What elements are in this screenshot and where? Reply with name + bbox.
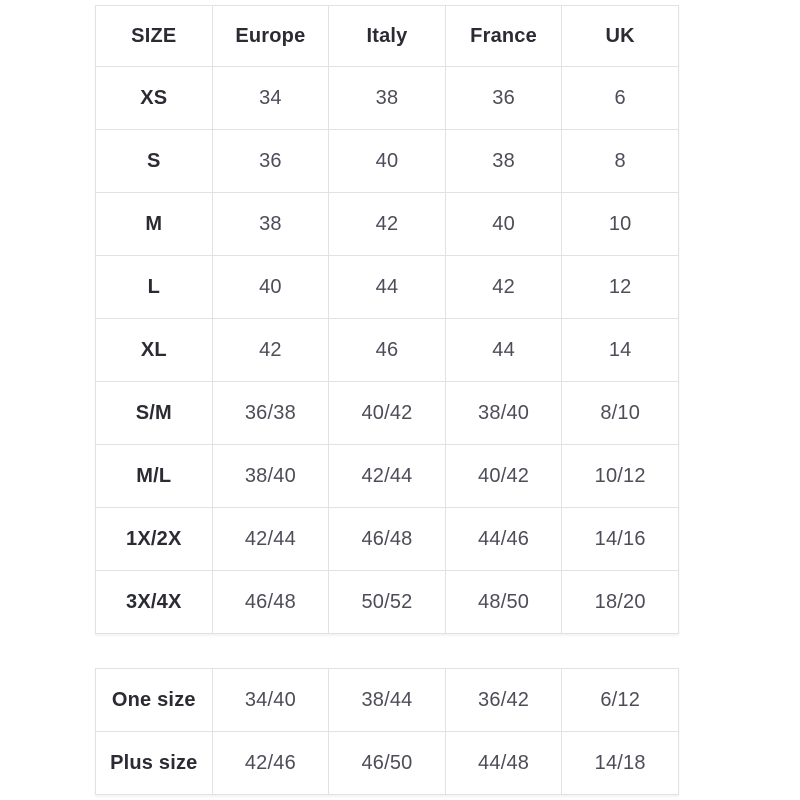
table-cell: 44/48 bbox=[445, 732, 562, 795]
table-row-s bbox=[96, 130, 679, 193]
row-label: One size bbox=[96, 669, 213, 732]
row-label: XL bbox=[96, 319, 213, 382]
table-cell: 44 bbox=[329, 256, 446, 319]
row-label: M/L bbox=[96, 445, 213, 508]
table-cell: 36 bbox=[212, 130, 329, 193]
table-cell: 46/48 bbox=[329, 508, 446, 571]
table-cell: 42/44 bbox=[329, 445, 446, 508]
table-cell: 34 bbox=[212, 67, 329, 130]
table-cell: 44 bbox=[445, 319, 562, 382]
table-cell: 42 bbox=[445, 256, 562, 319]
table-row-xl bbox=[96, 319, 679, 382]
row-label: 3X/4X bbox=[96, 571, 213, 634]
table-cell: 18/20 bbox=[562, 571, 679, 634]
size-table-body bbox=[96, 67, 679, 634]
table-row-s-m bbox=[96, 382, 679, 445]
table-cell: 14/16 bbox=[562, 508, 679, 571]
table-cell: 8 bbox=[562, 130, 679, 193]
table-cell: 6 bbox=[562, 67, 679, 130]
table-row-xs bbox=[96, 67, 679, 130]
table-cell: 36/42 bbox=[445, 669, 562, 732]
table-cell: 38/44 bbox=[329, 669, 446, 732]
row-label: S/M bbox=[96, 382, 213, 445]
table-cell: 12 bbox=[562, 256, 679, 319]
table-cell: 50/52 bbox=[329, 571, 446, 634]
row-label: L bbox=[96, 256, 213, 319]
special-size-table-body bbox=[96, 669, 679, 795]
column-header-size: SIZE bbox=[96, 6, 213, 67]
table-cell: 38 bbox=[445, 130, 562, 193]
table-row-plus-size bbox=[96, 732, 679, 795]
table-cell: 46/50 bbox=[329, 732, 446, 795]
row-label: 1X/2X bbox=[96, 508, 213, 571]
table-cell: 8/10 bbox=[562, 382, 679, 445]
table-row-1x-2x bbox=[96, 508, 679, 571]
table-cell: 10 bbox=[562, 193, 679, 256]
row-label: M bbox=[96, 193, 213, 256]
row-label: S bbox=[96, 130, 213, 193]
table-cell: 40/42 bbox=[329, 382, 446, 445]
table-cell: 46/48 bbox=[212, 571, 329, 634]
special-size-table bbox=[95, 668, 679, 795]
table-cell: 40/42 bbox=[445, 445, 562, 508]
row-label: Plus size bbox=[96, 732, 213, 795]
table-cell: 38 bbox=[329, 67, 446, 130]
table-cell: 38/40 bbox=[445, 382, 562, 445]
table-cell: 40 bbox=[329, 130, 446, 193]
row-label: XS bbox=[96, 67, 213, 130]
column-header-france: France bbox=[445, 6, 562, 67]
special-size-table-container bbox=[95, 668, 679, 795]
table-row-3x-4x bbox=[96, 571, 679, 634]
column-header-uk: UK bbox=[562, 6, 679, 67]
table-cell: 46 bbox=[329, 319, 446, 382]
table-cell: 14 bbox=[562, 319, 679, 382]
table-cell: 40 bbox=[445, 193, 562, 256]
table-row-m bbox=[96, 193, 679, 256]
table-cell: 34/40 bbox=[212, 669, 329, 732]
table-cell: 42 bbox=[212, 319, 329, 382]
size-conversion-table bbox=[95, 5, 679, 634]
header-row bbox=[96, 6, 679, 67]
table-cell: 42/44 bbox=[212, 508, 329, 571]
table-row-one-size bbox=[96, 669, 679, 732]
table-cell: 42/46 bbox=[212, 732, 329, 795]
table-cell: 42 bbox=[329, 193, 446, 256]
column-header-italy: Italy bbox=[329, 6, 446, 67]
table-cell: 6/12 bbox=[562, 669, 679, 732]
size-table-header bbox=[96, 6, 679, 67]
table-row-m-l bbox=[96, 445, 679, 508]
table-cell: 44/46 bbox=[445, 508, 562, 571]
table-cell: 48/50 bbox=[445, 571, 562, 634]
table-cell: 40 bbox=[212, 256, 329, 319]
table-cell: 14/18 bbox=[562, 732, 679, 795]
table-cell: 38/40 bbox=[212, 445, 329, 508]
table-cell: 36 bbox=[445, 67, 562, 130]
table-cell: 38 bbox=[212, 193, 329, 256]
column-header-europe: Europe bbox=[212, 6, 329, 67]
table-cell: 10/12 bbox=[562, 445, 679, 508]
size-conversion-table-container bbox=[95, 5, 679, 634]
table-cell: 36/38 bbox=[212, 382, 329, 445]
table-row-l bbox=[96, 256, 679, 319]
